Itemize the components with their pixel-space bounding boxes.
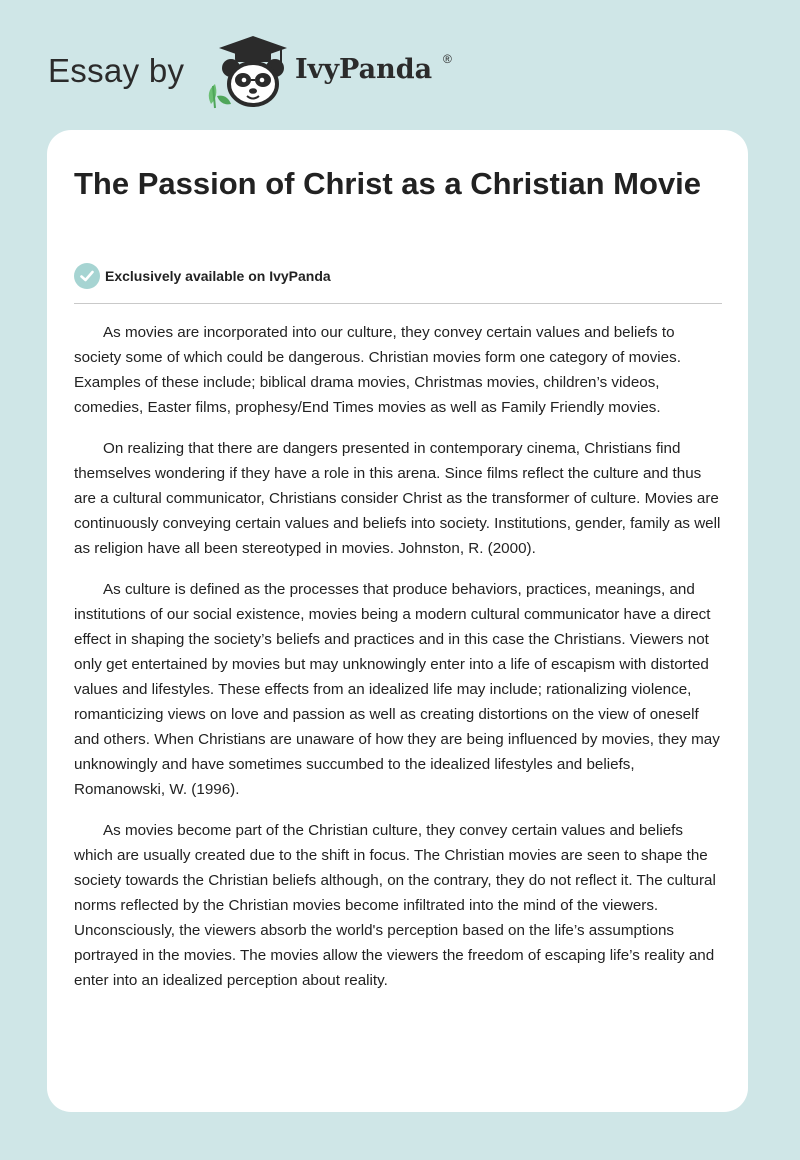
panda-graduate-icon[interactable] xyxy=(201,34,297,110)
essay-card xyxy=(47,130,748,1112)
paragraph: As movies are incorporated into our culture, they convey certain values and beliefs to society some of which could be dangerous. Christian movies form one category of movies. Examples of these include; biblical drama movies, Christmas movies, children’s videos, comedies, Easter films, prophesy/End Times movies as well as Family Friendly movies. xyxy=(74,324,681,416)
paragraph: As movies become part of the Christian culture, they convey certain values and beliefs which are usually created due to the shift in focus. The Christian movies are seen to shape the society towards the Christian beliefs although, on the contrary, they do not reflect it. The cultural norms reflected by the Christian movies become infiltrated into the mind of the viewers. Unconsciously, the viewers absorb the world's perception based on the life’s assumptions portrayed in the movies. The movies allow the viewers the freedom of escaping life’s reality and enter into an idealized perception about reality. xyxy=(74,822,716,989)
paragraph: As culture is defined as the processes that produce behaviors, practices, meanings, and institutions of our social existence, movies being a modern cultural communicator have a direct effect in shaping the society’s beliefs and practices and in this case the Christians. Viewers not only get entertained by movies but may unknowingly enter into a life of escapism with distorted values and lifestyles. These effects from an idealized life may include; rationalizing violence, romanticizing views on love and passion as well as creating distortions on the view of oneself and others. When Christians are unaware of how they are being influenced by movies, they may unknowingly and have sometimes succumbed to the idealized lifestyles and beliefs, Romanowski, W. (1996). xyxy=(74,581,720,798)
paragraph: On realizing that there are dangers presented in contemporary cinema, Christians find themselves wondering if they have a role in this arena. Since films reflect the culture and thus are a cultural communicator, Christians consider Christ as the transformer of culture. Movies are continuously conveying certain values and beliefs into society. Institutions, gender, family as well as religion have all been stereotyped in movies. Johnston, R. (2000). xyxy=(74,440,721,557)
registered-mark: ® xyxy=(443,52,452,66)
page-title: The Passion of Christ as a Christian Movie xyxy=(74,166,702,201)
divider xyxy=(74,303,722,304)
checkmark-icon xyxy=(74,263,100,289)
brand-name: IvyPanda xyxy=(295,54,433,85)
exclusive-label: Exclusively available on IvyPanda xyxy=(105,268,331,284)
essay-body xyxy=(74,320,724,1009)
brand-prefix: Essay by xyxy=(48,52,185,89)
brand-header xyxy=(48,34,508,110)
